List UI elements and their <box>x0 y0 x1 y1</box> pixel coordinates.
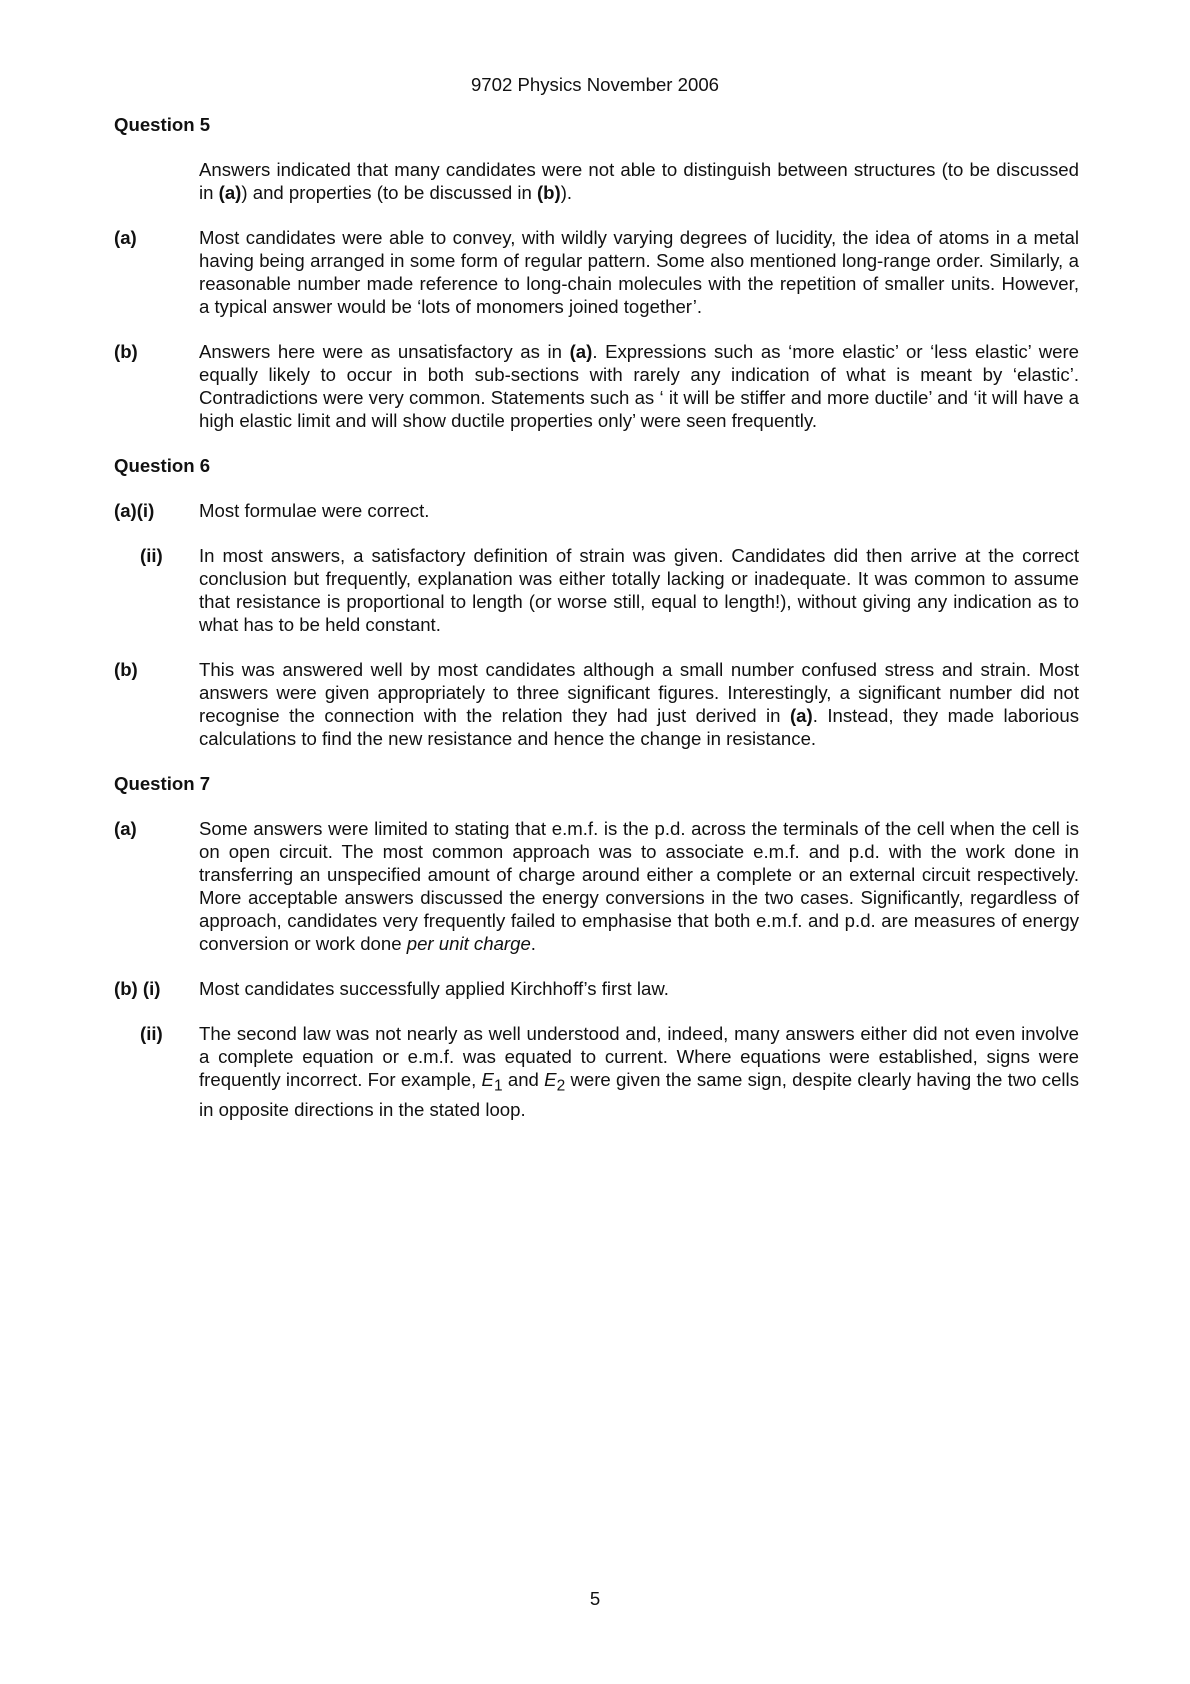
part-label: (b) <box>114 659 138 680</box>
page-header: 9702 Physics November 2006 <box>470 74 720 95</box>
question-7-title: Question 7 <box>114 773 211 794</box>
question-7-part-a <box>114 817 1079 955</box>
question-6-part-a-ii <box>114 544 1079 636</box>
part-label: (a) <box>114 818 137 839</box>
paragraph-text: Some answers were limited to stating that e.m.f. is the p.d. across the terminals of the cell when the cell is on open circuit. The most common approach was to associate e.m.f. and p.d. with the work done in transferring an unspecified amount of charge around either a complete or an external circuit respectively. More acceptable answers discussed the energy conversions in the two cases. Significantly, regardless of approach, candidates very frequently failed to emphasise that both e.m.f. and p.d. are measures of energy conversion or work done per unit charge. <box>199 818 1079 954</box>
empty-label <box>114 158 199 204</box>
question-7-part-b-ii <box>114 1022 1079 1121</box>
part-label: (a)(i) <box>114 500 155 521</box>
paragraph-text: Most candidates successfully applied Kirchhoff’s first law. <box>199 978 669 999</box>
part-label: (ii) <box>140 545 163 566</box>
paragraph-text: Most formulae were correct. <box>199 500 430 521</box>
part-label: (b) <box>114 341 138 362</box>
question-6-part-a-i <box>114 499 1079 522</box>
question-5-intro <box>114 158 1079 204</box>
paragraph-text: Most candidates were able to convey, with wildly varying degrees of lucidity, the idea of atoms in a metal having being arranged in some form of regular pattern. Some also mentioned long-range order. Similarly, a reasonable number made reference to long-chain molecules with the repetition of smaller units. However, a typical answer would be ‘lots of monomers joined together’. <box>199 227 1079 317</box>
page-number: 5 <box>589 1588 601 1609</box>
question-5-part-b <box>114 340 1079 432</box>
question-5-part-a <box>114 226 1079 318</box>
question-5-title: Question 5 <box>114 114 211 135</box>
question-6-title: Question 6 <box>114 455 211 476</box>
paragraph-text: In most answers, a satisfactory definition of strain was given. Candidates did then arrive at the correct conclusion but frequently, explanation was either totally lacking or inadequate. It was common to assume that resistance is proportional to length (or worse still, equal to length!), without giving any indication as to what has to be held constant. <box>199 545 1079 635</box>
question-7-part-b-i <box>114 977 1079 1000</box>
paragraph-text: Answers here were as unsatisfactory as in (a). Expressions such as ‘more elastic’ or ‘less elastic’ were equally likely to occur in both sub-sections with rarely any indication of what is meant by ‘elastic’. Contradictions were very common. Statements such as ‘ it will be stiffer and more ductile’ and ‘it will have a high elastic limit and will show ductile properties only’ were seen frequently. <box>199 341 1079 431</box>
page-content <box>114 113 1079 1143</box>
question-6-part-b <box>114 658 1079 750</box>
part-label: (b) (i) <box>114 978 161 999</box>
paragraph-text: The second law was not nearly as well understood and, indeed, many answers either did not even involve a complete equation or e.m.f. was equated to current. Where equations were established, signs were frequently incorrect. For example, $E_1$ and $E_2$ were given the same sign, despite clearly having the two cells in opposite directions in the stated loop. <box>199 1023 1079 1120</box>
part-label: (a) <box>114 227 137 248</box>
part-label: (ii) <box>140 1023 163 1044</box>
paragraph-text: This was answered well by most candidates although a small number confused stress and strain. Most answers were given appropriately to three significant figures. Interestingly, a significant number did not recognise the connection with the relation they had just derived in (a). Instead, they made laborious calculations to find the new resistance and hence the change in resistance. <box>199 659 1079 749</box>
paragraph-text: Answers indicated that many candidates were not able to distinguish between structures (to be discussed in (a)) and properties (to be discussed in (b)). <box>199 159 1079 203</box>
